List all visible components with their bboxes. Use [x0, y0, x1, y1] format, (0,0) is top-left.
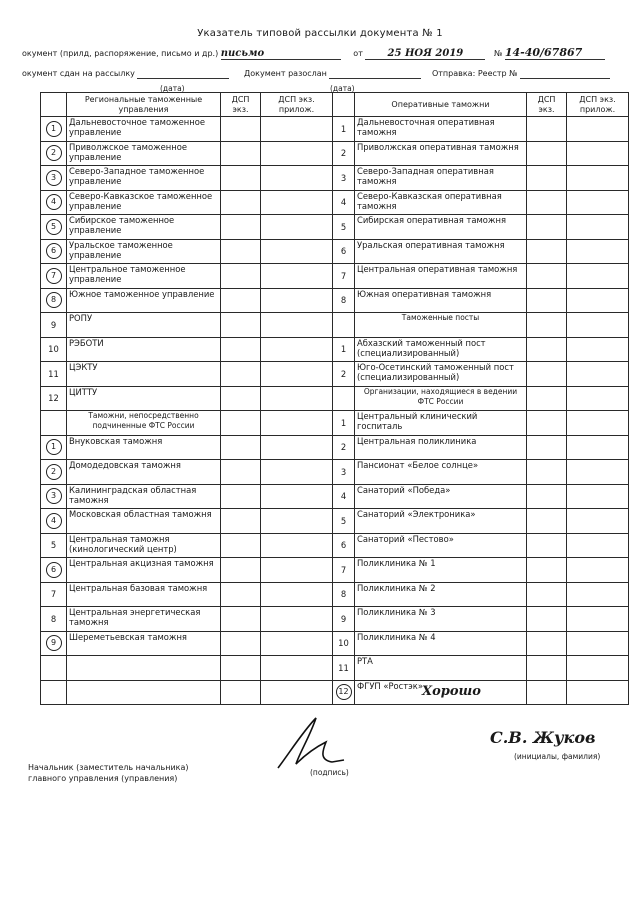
- operative-name-cell: Абхазский таможенный пост (специализированный): [355, 337, 527, 362]
- dsp-attach-cell: [261, 288, 333, 313]
- table-row: [41, 386, 629, 411]
- table-row: [41, 435, 629, 460]
- dsp-copies-right-cell: [527, 631, 567, 656]
- row-number: 6: [340, 540, 347, 551]
- right-num-cell: [333, 288, 355, 313]
- dsp-attach-right-cell: [567, 215, 629, 240]
- right-num-cell: [333, 680, 355, 705]
- regional-name-cell: Центральная таможня (кинологический центр): [67, 533, 221, 558]
- row-number: 7: [50, 589, 57, 600]
- right-num-cell: [333, 509, 355, 534]
- circled-number: 7: [46, 268, 62, 284]
- row-number: 10: [48, 344, 59, 355]
- left-num-cell: [41, 460, 67, 485]
- doc-date: 25 НОЯ 2019: [365, 48, 485, 60]
- left-num-cell: [41, 631, 67, 656]
- dsp-copies-right-cell: [527, 239, 567, 264]
- row-number: 4: [340, 491, 347, 502]
- dsp-copies-cell: [221, 117, 261, 142]
- table-row: [41, 484, 629, 509]
- dsp-attach-right-cell: [567, 386, 629, 411]
- right-num-cell: [333, 215, 355, 240]
- table-row: [41, 362, 629, 387]
- table-row: [41, 558, 629, 583]
- right-num-cell: [333, 141, 355, 166]
- table-row: [41, 239, 629, 264]
- dsp-copies-right-cell: [527, 411, 567, 436]
- dsp-attach-cell: [261, 656, 333, 681]
- right-num-cell: [333, 411, 355, 436]
- operative-name-cell: Поликлиника № 3: [355, 607, 527, 632]
- header-num-left: [41, 93, 67, 117]
- dsp-attach-right-cell: [567, 362, 629, 387]
- date-caption-1: (дата): [160, 84, 185, 93]
- dsp-attach-right-cell: [567, 166, 629, 191]
- header-dsp-copies: ДСП экз.: [221, 93, 261, 117]
- doc-number: 14-40/67867: [505, 46, 605, 60]
- header-dsp-attach: ДСП экз. прилож.: [261, 93, 333, 117]
- row-number: 12: [48, 393, 59, 404]
- row-number: 8: [340, 589, 347, 600]
- date-caption-2: (дата): [330, 84, 355, 93]
- regional-name-cell: Приволжское таможенное управление: [67, 141, 221, 166]
- right-num-cell: [333, 190, 355, 215]
- right-num-cell: [333, 166, 355, 191]
- dsp-attach-right-cell: [567, 680, 629, 705]
- table-row: [41, 656, 629, 681]
- circled-number: 4: [46, 194, 62, 210]
- row-number: 8: [340, 295, 347, 306]
- table-row: [41, 411, 629, 436]
- table-row: [41, 141, 629, 166]
- doc-type-line: [22, 46, 605, 60]
- right-num-cell: [333, 313, 355, 338]
- dsp-attach-right-cell: [567, 141, 629, 166]
- dsp-attach-right-cell: [567, 288, 629, 313]
- dsp-copies-cell: [221, 607, 261, 632]
- dsp-copies-cell: [221, 435, 261, 460]
- regional-name-cell: ЦЭКТУ: [67, 362, 221, 387]
- dsp-attach-cell: [261, 386, 333, 411]
- dsp-copies-right-cell: [527, 386, 567, 411]
- operative-name-cell: Северо-Кавказская оперативная таможня: [355, 190, 527, 215]
- dsp-copies-right-cell: [527, 509, 567, 534]
- left-num-cell: [41, 533, 67, 558]
- dsp-attach-cell: [261, 141, 333, 166]
- operative-name-cell: Дальневосточная оперативная таможня: [355, 117, 527, 142]
- submitted-label: окумент сдан на рассылку: [22, 69, 135, 78]
- from-label: от: [353, 49, 363, 58]
- page-title: Указатель типовой рассылки документа № 1: [197, 28, 443, 39]
- row-number: 11: [48, 368, 59, 379]
- right-num-cell: [333, 558, 355, 583]
- dsp-attach-cell: [261, 533, 333, 558]
- left-num-cell: [41, 239, 67, 264]
- operative-name-cell: Санаторий «Пестово»: [355, 533, 527, 558]
- dsp-attach-right-cell: [567, 313, 629, 338]
- row-number: 9: [340, 613, 347, 624]
- signer-name: С.В. Жуков: [490, 728, 596, 747]
- circled-number: 8: [46, 292, 62, 308]
- left-num-cell: [41, 166, 67, 191]
- row-number: 6: [340, 246, 347, 257]
- dispatch-field: [520, 69, 610, 79]
- circled-number: 2: [46, 464, 62, 480]
- table-row: [41, 533, 629, 558]
- dsp-attach-right-cell: [567, 558, 629, 583]
- row-number: 5: [340, 515, 347, 526]
- distributed-label: Документ разослан: [244, 69, 327, 78]
- dsp-copies-cell: [221, 631, 261, 656]
- table-row: [41, 607, 629, 632]
- operative-name-cell: Поликлиника № 1: [355, 558, 527, 583]
- regional-name-cell: Центральная энергетическая таможня: [67, 607, 221, 632]
- regional-name-cell: [67, 680, 221, 705]
- dsp-copies-right-cell: [527, 190, 567, 215]
- circled-number: 9: [46, 635, 62, 651]
- header-operative: Оперативные таможни: [355, 93, 527, 117]
- right-num-cell: [333, 386, 355, 411]
- dsp-attach-right-cell: [567, 190, 629, 215]
- header-dsp-attach-right: ДСП экз. прилож.: [567, 93, 629, 117]
- dsp-copies-cell: [221, 533, 261, 558]
- regional-name-cell: Калининградская областная таможня: [67, 484, 221, 509]
- circled-number: 6: [46, 243, 62, 259]
- row-number: 9: [50, 319, 57, 330]
- right-num-cell: [333, 435, 355, 460]
- operative-name-cell: Поликлиника № 2: [355, 582, 527, 607]
- regional-name-cell: РОПУ: [67, 313, 221, 338]
- regional-name-cell: Южное таможенное управление: [67, 288, 221, 313]
- distributed-date-field: [329, 69, 421, 79]
- right-num-cell: [333, 239, 355, 264]
- left-num-cell: [41, 264, 67, 289]
- dsp-copies-right-cell: [527, 362, 567, 387]
- table-header-row: [41, 93, 629, 117]
- operative-name-cell: Центральный клинический госпиталь: [355, 411, 527, 436]
- left-num-cell: [41, 386, 67, 411]
- dsp-copies-cell: [221, 190, 261, 215]
- dsp-attach-cell: [261, 190, 333, 215]
- dsp-copies-cell: [221, 362, 261, 387]
- right-num-cell: [333, 460, 355, 485]
- dsp-attach-cell: [261, 313, 333, 338]
- table-row: [41, 166, 629, 191]
- dsp-copies-right-cell: [527, 533, 567, 558]
- operative-name-cell: Организации, находящиеся в ведении ФТС России: [355, 386, 527, 411]
- dsp-copies-cell: [221, 680, 261, 705]
- dsp-copies-right-cell: [527, 313, 567, 338]
- operative-name-cell: Санаторий «Электроника»: [355, 509, 527, 534]
- left-num-cell: [41, 313, 67, 338]
- left-num-cell: [41, 337, 67, 362]
- left-num-cell: [41, 288, 67, 313]
- regional-name-cell: Северо-Кавказское таможенное управление: [67, 190, 221, 215]
- dsp-copies-right-cell: [527, 607, 567, 632]
- dsp-copies-right-cell: [527, 558, 567, 583]
- dsp-copies-right-cell: [527, 582, 567, 607]
- regional-name-cell: РЭБОТИ: [67, 337, 221, 362]
- dsp-copies-right-cell: [527, 337, 567, 362]
- dsp-attach-right-cell: [567, 239, 629, 264]
- chief-label: Начальник (заместитель начальника) главного управления (управления): [28, 763, 189, 783]
- table-row: [41, 288, 629, 313]
- table-row: [41, 337, 629, 362]
- dsp-copies-cell: [221, 215, 261, 240]
- right-num-cell: [333, 607, 355, 632]
- dsp-attach-right-cell: [567, 582, 629, 607]
- dsp-attach-right-cell: [567, 435, 629, 460]
- regional-name-cell: Шереметьевская таможня: [67, 631, 221, 656]
- dsp-attach-right-cell: [567, 484, 629, 509]
- operative-name-cell: Южная оперативная таможня: [355, 288, 527, 313]
- dsp-copies-right-cell: [527, 215, 567, 240]
- operative-name-cell: Санаторий «Победа»: [355, 484, 527, 509]
- initials-caption: (инициалы, фамилия): [514, 752, 601, 761]
- dsp-copies-right-cell: [527, 288, 567, 313]
- circled-number: 5: [46, 219, 62, 235]
- dsp-attach-cell: [261, 582, 333, 607]
- dsp-copies-right-cell: [527, 141, 567, 166]
- dsp-attach-cell: [261, 117, 333, 142]
- operative-name-cell: Юго-Осетинский таможенный пост (специализированный): [355, 362, 527, 387]
- dsp-copies-right-cell: [527, 656, 567, 681]
- operative-name-cell: Уральская оперативная таможня: [355, 239, 527, 264]
- dsp-copies-cell: [221, 141, 261, 166]
- table-row: [41, 313, 629, 338]
- right-num-cell: [333, 656, 355, 681]
- operative-name-cell: Приволжская оперативная таможня: [355, 141, 527, 166]
- dsp-attach-cell: [261, 631, 333, 656]
- circled-number: 2: [46, 145, 62, 161]
- dsp-copies-right-cell: [527, 117, 567, 142]
- left-num-cell: [41, 141, 67, 166]
- operative-name-cell: Северо-Западная оперативная таможня: [355, 166, 527, 191]
- regional-name-cell: Центральное таможенное управление: [67, 264, 221, 289]
- dsp-attach-right-cell: [567, 264, 629, 289]
- row-number: 8: [50, 613, 57, 624]
- dsp-copies-right-cell: [527, 680, 567, 705]
- row-number: 2: [340, 368, 347, 379]
- dsp-attach-right-cell: [567, 337, 629, 362]
- signature-scribble: [270, 712, 350, 774]
- table-row: [41, 631, 629, 656]
- operative-name-cell: ФГУП «Ростэк»: [355, 680, 527, 705]
- dsp-copies-right-cell: [527, 435, 567, 460]
- operative-name-cell: РТА: [355, 656, 527, 681]
- number-prefix: №: [493, 49, 503, 58]
- regional-name-cell: Внуковская таможня: [67, 435, 221, 460]
- dsp-attach-cell: [261, 411, 333, 436]
- dsp-copies-cell: [221, 166, 261, 191]
- dsp-copies-cell: [221, 337, 261, 362]
- dsp-attach-right-cell: [567, 533, 629, 558]
- row-number: 10: [338, 638, 349, 649]
- left-num-cell: [41, 362, 67, 387]
- left-num-cell: [41, 484, 67, 509]
- dsp-attach-right-cell: [567, 411, 629, 436]
- left-num-cell: [41, 411, 67, 436]
- dsp-copies-right-cell: [527, 166, 567, 191]
- dsp-copies-cell: [221, 582, 261, 607]
- dispatch-label: Отправка: Реестр №: [431, 69, 518, 78]
- left-num-cell: [41, 558, 67, 583]
- distribution-table: [40, 92, 629, 705]
- row-number: 4: [340, 197, 347, 208]
- operative-name-cell: Поликлиника № 4: [355, 631, 527, 656]
- header-num-right: [333, 93, 355, 117]
- right-num-cell: [333, 484, 355, 509]
- dsp-attach-right-cell: [567, 460, 629, 485]
- right-num-cell: [333, 582, 355, 607]
- row-number: 2: [340, 148, 347, 159]
- header-dsp-copies-right: ДСП экз.: [527, 93, 567, 117]
- row-number: 1: [340, 417, 347, 428]
- circled-number: 4: [46, 513, 62, 529]
- table-row: [41, 460, 629, 485]
- operative-name-cell: Центральная поликлиника: [355, 435, 527, 460]
- dsp-copies-cell: [221, 313, 261, 338]
- regional-name-cell: Домодедовская таможня: [67, 460, 221, 485]
- circled-number: 6: [46, 562, 62, 578]
- dsp-attach-right-cell: [567, 656, 629, 681]
- row-number: 1: [340, 344, 347, 355]
- dsp-attach-cell: [261, 484, 333, 509]
- dsp-copies-cell: [221, 509, 261, 534]
- dsp-copies-right-cell: [527, 264, 567, 289]
- circled-number: 1: [46, 439, 62, 455]
- regional-name-cell: Таможни, непосредственно подчиненные ФТС России: [67, 411, 221, 436]
- dsp-attach-cell: [261, 215, 333, 240]
- dsp-attach-right-cell: [567, 509, 629, 534]
- regional-name-cell: Центральная базовая таможня: [67, 582, 221, 607]
- row-number: 11: [338, 662, 349, 673]
- dsp-attach-right-cell: [567, 631, 629, 656]
- row-number: 1: [340, 123, 347, 134]
- dsp-attach-cell: [261, 239, 333, 264]
- circled-number: 3: [46, 488, 62, 504]
- table-row: [41, 264, 629, 289]
- dsp-attach-cell: [261, 362, 333, 387]
- table-row: [41, 215, 629, 240]
- dsp-copies-cell: [221, 411, 261, 436]
- table-row: [41, 582, 629, 607]
- dsp-attach-right-cell: [567, 117, 629, 142]
- table-row: [41, 190, 629, 215]
- dsp-copies-cell: [221, 239, 261, 264]
- dsp-attach-cell: [261, 460, 333, 485]
- operative-name-cell: Таможенные посты: [355, 313, 527, 338]
- row-number: 3: [340, 466, 347, 477]
- dsp-attach-cell: [261, 264, 333, 289]
- left-num-cell: [41, 509, 67, 534]
- table-row: [41, 680, 629, 705]
- dsp-copies-cell: [221, 288, 261, 313]
- right-num-cell: [333, 533, 355, 558]
- left-num-cell: [41, 607, 67, 632]
- regional-name-cell: Сибирское таможенное управление: [67, 215, 221, 240]
- right-num-cell: [333, 631, 355, 656]
- dsp-copies-cell: [221, 558, 261, 583]
- dsp-attach-cell: [261, 680, 333, 705]
- handwritten-note: Хорошо: [422, 684, 481, 699]
- dsp-copies-right-cell: [527, 484, 567, 509]
- dsp-copies-cell: [221, 484, 261, 509]
- dsp-attach-cell: [261, 607, 333, 632]
- left-num-cell: [41, 680, 67, 705]
- dsp-attach-cell: [261, 337, 333, 362]
- regional-name-cell: Центральная акцизная таможня: [67, 558, 221, 583]
- dsp-attach-cell: [261, 435, 333, 460]
- right-num-cell: [333, 337, 355, 362]
- dsp-attach-cell: [261, 509, 333, 534]
- regional-name-cell: ЦИТТУ: [67, 386, 221, 411]
- dsp-attach-cell: [261, 166, 333, 191]
- left-num-cell: [41, 190, 67, 215]
- dsp-copies-cell: [221, 264, 261, 289]
- left-num-cell: [41, 435, 67, 460]
- header-regional: Региональные таможенные управления: [67, 93, 221, 117]
- right-num-cell: [333, 117, 355, 142]
- left-num-cell: [41, 117, 67, 142]
- row-number: 2: [340, 442, 347, 453]
- left-num-cell: [41, 215, 67, 240]
- table-row: [41, 117, 629, 142]
- doc-type-label: окумент (прилд, распоряжение, письмо и др.): [22, 49, 219, 58]
- dsp-attach-right-cell: [567, 607, 629, 632]
- regional-name-cell: [67, 656, 221, 681]
- dsp-copies-cell: [221, 460, 261, 485]
- circled-number: 3: [46, 170, 62, 186]
- row-number: 3: [340, 172, 347, 183]
- right-num-cell: [333, 264, 355, 289]
- dsp-copies-cell: [221, 386, 261, 411]
- row-number: 5: [50, 540, 57, 551]
- submitted-line: [22, 69, 610, 79]
- doc-type-value: письмо: [221, 48, 341, 60]
- regional-name-cell: Уральское таможенное управление: [67, 239, 221, 264]
- dsp-attach-cell: [261, 558, 333, 583]
- row-number: 7: [340, 564, 347, 575]
- regional-name-cell: Московская областная таможня: [67, 509, 221, 534]
- dsp-copies-cell: [221, 656, 261, 681]
- left-num-cell: [41, 582, 67, 607]
- table-row: [41, 509, 629, 534]
- circled-number: 12: [336, 684, 352, 700]
- operative-name-cell: Пансионат «Белое солнце»: [355, 460, 527, 485]
- operative-name-cell: Сибирская оперативная таможня: [355, 215, 527, 240]
- row-number: 5: [340, 221, 347, 232]
- row-number: 7: [340, 270, 347, 281]
- right-num-cell: [333, 362, 355, 387]
- submitted-date-field: [137, 69, 229, 79]
- regional-name-cell: Дальневосточное таможенное управление: [67, 117, 221, 142]
- regional-name-cell: Северо-Западное таможенное управление: [67, 166, 221, 191]
- signature-caption: (подпись): [310, 768, 349, 777]
- table-body: [41, 117, 629, 705]
- circled-number: 1: [46, 121, 62, 137]
- dsp-copies-right-cell: [527, 460, 567, 485]
- left-num-cell: [41, 656, 67, 681]
- operative-name-cell: Центральная оперативная таможня: [355, 264, 527, 289]
